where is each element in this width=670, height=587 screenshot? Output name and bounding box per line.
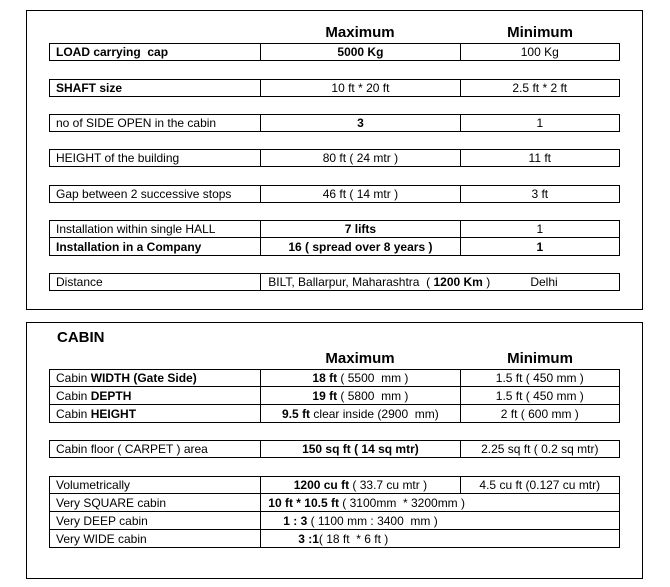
building-height-row — [49, 149, 620, 167]
distance-paren: ) — [486, 275, 491, 289]
label-part: Cabin — [56, 371, 91, 385]
min-value: 2.5 ft * 2 ft — [512, 81, 568, 95]
max-value: 16 ( spread over 8 years ) — [261, 238, 460, 255]
max-value: 10 ft * 20 ft — [261, 80, 460, 96]
single-hall-row — [49, 220, 620, 238]
max-value: 3 — [261, 115, 460, 131]
company-installation-row — [49, 238, 620, 256]
row-label: Volumetrically — [50, 477, 261, 493]
value-part: 3 :1 — [298, 531, 319, 546]
cabin-floor-row — [49, 440, 620, 458]
cabin-column-header-maximum: Maximum — [325, 350, 395, 367]
max-value: 80 ft ( 24 mtr ) — [261, 150, 460, 166]
row-label: Cabin floor ( CARPET ) area — [50, 441, 261, 457]
load-capacity-row — [49, 43, 620, 61]
distance-location: BILT, Ballarpur, Maharashtra ( — [268, 275, 431, 289]
min-value: 1 — [536, 116, 544, 130]
max-value: 150 sq ft ( 14 sq mtr) — [261, 441, 460, 457]
value-part: ( 33.7 cu mtr ) — [349, 478, 428, 492]
label-part: HEIGHT — [90, 406, 137, 421]
value-part: 9.5 ft — [282, 406, 311, 421]
label-part: Cabin — [56, 388, 91, 403]
label-part: DEPTH — [90, 388, 132, 403]
min-value: 3 ft — [531, 187, 549, 201]
column-header-minimum: Minimum — [507, 24, 573, 41]
min-value: Delhi — [530, 275, 558, 289]
label-part: WIDTH (Gate Side) — [90, 371, 197, 385]
row-label: no of SIDE OPEN in the cabin — [50, 115, 261, 131]
cabin-height-row — [49, 405, 620, 423]
row-label: Distance — [50, 274, 261, 290]
stop-gap-row — [49, 185, 620, 203]
value-part: ( 3100mm * 3200mm ) — [338, 495, 466, 510]
min-value: 100 Kg — [520, 45, 559, 59]
min-value: 4.5 cu ft (0.127 cu mtr) — [479, 478, 601, 492]
value-part: ( 5800 mm ) — [337, 388, 409, 403]
shaft-size-row — [49, 79, 620, 97]
min-value: 2.25 sq ft ( 0.2 sq mtr) — [481, 442, 599, 456]
distance-km: 1200 Km — [433, 275, 483, 289]
column-header-maximum: Maximum — [325, 24, 395, 41]
value-part: 1 : 3 — [283, 513, 308, 528]
max-value — [261, 477, 460, 493]
row-label: Very WIDE cabin — [50, 530, 261, 547]
max-value — [261, 274, 530, 290]
distance-row — [49, 273, 620, 291]
value-part: ( 18 ft * 6 ft ) — [318, 531, 389, 546]
deep-value — [261, 512, 619, 529]
row-label — [50, 387, 261, 404]
min-value: 1 — [536, 222, 544, 236]
row-label: Installation within single HALL — [50, 221, 261, 237]
square-value — [261, 494, 619, 511]
side-open-row — [49, 114, 620, 132]
value-part: 10 ft * 10.5 ft — [268, 495, 339, 510]
max-value — [261, 405, 460, 422]
row-label: Installation in a Company — [50, 238, 261, 255]
label-part: cap — [147, 45, 169, 59]
max-value — [261, 387, 460, 404]
wide-value — [261, 530, 619, 547]
square-cabin-row — [49, 494, 620, 512]
value-part: ( 5500 mm ) — [337, 371, 409, 385]
cabin-width-row — [49, 369, 620, 387]
min-value: 1 — [536, 239, 544, 254]
min-value: 1.5 ft ( 450 mm ) — [495, 371, 584, 385]
min-value: 11 ft — [528, 151, 552, 165]
volume-row — [49, 476, 620, 494]
row-label — [50, 370, 261, 386]
max-value: 46 ft ( 14 mtr ) — [261, 186, 460, 202]
min-value: 2 ft ( 600 mm ) — [500, 406, 579, 421]
deep-cabin-row — [49, 512, 620, 530]
cabin-depth-row — [49, 387, 620, 405]
row-label — [50, 405, 261, 422]
value-part: ( 1100 mm : 3400 mm ) — [307, 513, 438, 528]
row-label: Gap between 2 successive stops — [50, 186, 261, 202]
row-label: Very DEEP cabin — [50, 512, 261, 529]
label-part: Cabin — [56, 406, 91, 421]
max-value — [261, 370, 460, 386]
label-part: LOAD carrying — [56, 45, 141, 59]
value-part: 19 ft — [312, 388, 338, 403]
row-label: Very SQUARE cabin — [50, 494, 261, 511]
max-value: 7 lifts — [261, 221, 460, 237]
value-part: clear inside (2900 mm) — [310, 406, 439, 421]
cabin-column-header-minimum: Minimum — [507, 350, 573, 367]
row-label: SHAFT size — [50, 80, 261, 96]
wide-cabin-row — [49, 530, 620, 548]
cabin-title: CABIN — [57, 329, 105, 346]
min-value: 1.5 ft ( 450 mm ) — [495, 388, 584, 403]
max-value: 5000 Kg — [261, 44, 460, 60]
value-part: 1200 cu ft — [293, 478, 350, 492]
row-label — [50, 44, 261, 60]
row-label: HEIGHT of the building — [50, 150, 261, 166]
value-part: 18 ft — [312, 371, 338, 385]
